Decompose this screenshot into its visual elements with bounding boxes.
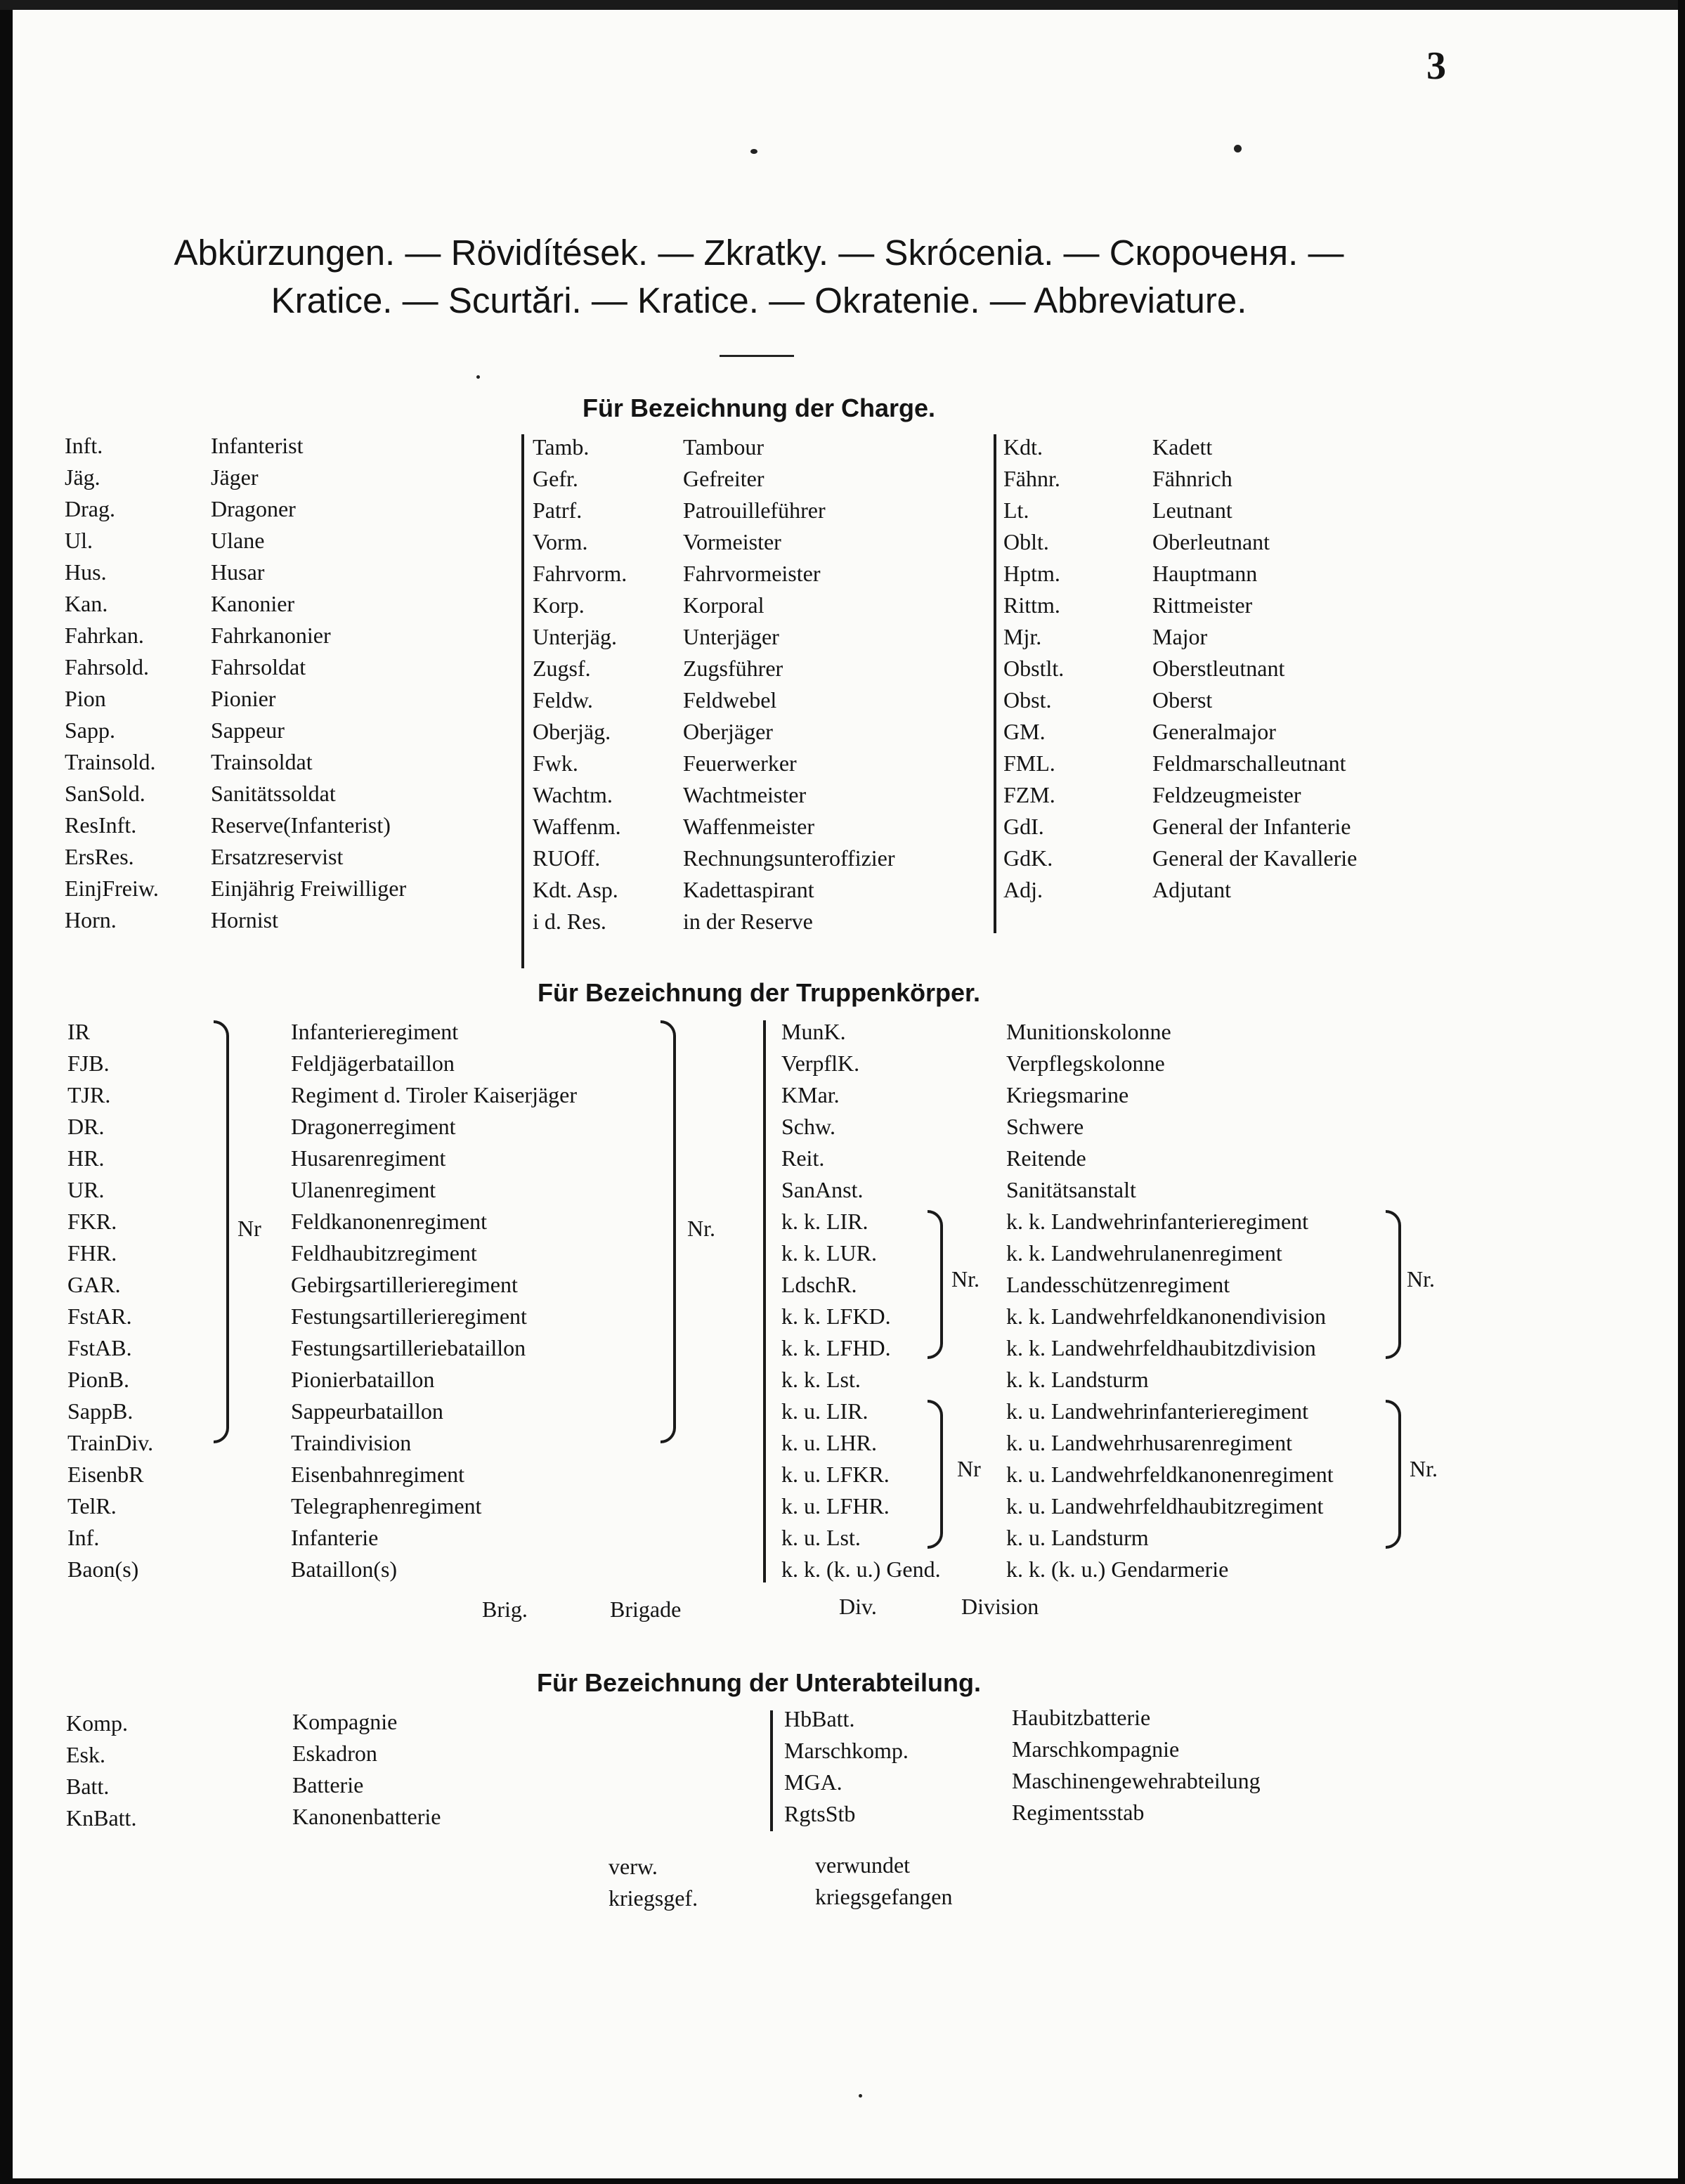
abbreviation: verw. bbox=[609, 1854, 658, 1879]
expansion: verwundet bbox=[815, 1852, 911, 1878]
abbreviation: Fahrsold. bbox=[65, 654, 149, 680]
expansion: Zugsführer bbox=[683, 656, 783, 681]
scan-speck bbox=[859, 2094, 862, 2098]
expansion: Oberstleutnant bbox=[1152, 656, 1285, 681]
abbreviation: Oblt. bbox=[1003, 529, 1049, 554]
nr-label: Nr. bbox=[1407, 1266, 1435, 1292]
expansion: kriegsgefangen bbox=[815, 1884, 953, 1909]
page-number: 3 bbox=[1426, 44, 1446, 88]
expansion: Munitionskolonne bbox=[1006, 1019, 1171, 1044]
abbreviation: Gefr. bbox=[533, 466, 578, 491]
abbreviation: EinjFreiw. bbox=[65, 876, 159, 901]
abbreviation: Kan. bbox=[65, 591, 108, 616]
abbreviation: k. k. Lst. bbox=[781, 1367, 861, 1392]
brace-left-group-outer bbox=[661, 1020, 676, 1443]
section-heading-unter: Für Bezeichnung der Unterabteilung. bbox=[536, 1668, 982, 1697]
brace-kk-abbr bbox=[928, 1210, 943, 1359]
expansion: Bataillon(s) bbox=[291, 1556, 398, 1582]
expansion: Husarenregiment bbox=[291, 1145, 446, 1171]
abbreviation: KMar. bbox=[781, 1082, 840, 1107]
abbreviation: GAR. bbox=[67, 1272, 121, 1297]
expansion: Husar bbox=[211, 559, 265, 585]
expansion: k. k. Landwehrfeldkanonendivision bbox=[1006, 1304, 1326, 1329]
charge-divider-2 bbox=[994, 434, 996, 933]
nr-label: Nr. bbox=[1410, 1456, 1438, 1481]
expansion: k. k. Landwehrulanenregiment bbox=[1006, 1240, 1282, 1266]
title-rule bbox=[720, 355, 794, 357]
abbreviation: Oberjäg. bbox=[533, 719, 611, 744]
page-title-line-1: Abkürzungen. — Rövidítések. — Zkratky. — Skrócenia. — Скороченя. — bbox=[174, 233, 1344, 273]
expansion: Infanterie bbox=[291, 1525, 379, 1550]
abbreviation: Kdt. Asp. bbox=[533, 877, 618, 902]
expansion: Pionier bbox=[211, 686, 276, 711]
abbreviation: RUOff. bbox=[533, 845, 601, 871]
expansion: Patrouilleführer bbox=[683, 498, 826, 523]
charge-col2-full bbox=[683, 431, 895, 937]
expansion: Dragoner bbox=[211, 496, 296, 521]
expansion: Sappeurbataillon bbox=[291, 1398, 443, 1424]
abbreviation: SanAnst. bbox=[781, 1177, 864, 1202]
scan-top-edge bbox=[0, 0, 1685, 10]
section-heading-truppen: Für Bezeichnung der Truppenkörper. bbox=[537, 978, 981, 1007]
expansion: General der Kavallerie bbox=[1152, 845, 1358, 871]
div-abbr: Div. bbox=[839, 1594, 877, 1619]
abbreviation: FJB. bbox=[67, 1051, 110, 1076]
abbreviation: Komp. bbox=[66, 1710, 128, 1736]
abbreviation: Mjr. bbox=[1003, 624, 1042, 649]
abbreviation: Rittm. bbox=[1003, 592, 1060, 618]
charge-col1-abbr bbox=[65, 430, 159, 936]
abbreviation: UR. bbox=[67, 1177, 105, 1202]
expansion: Hauptmann bbox=[1152, 561, 1258, 586]
abbreviation: GM. bbox=[1003, 719, 1046, 744]
expansion: k. k. Landsturm bbox=[1006, 1367, 1149, 1392]
expansion: Festungsartillerieregiment bbox=[291, 1304, 527, 1329]
abbreviation: k. u. LHR. bbox=[781, 1430, 877, 1455]
expansion: Feldhaubitzregiment bbox=[291, 1240, 477, 1266]
scan-left-edge bbox=[0, 0, 13, 2184]
abbreviation: i d. Res. bbox=[533, 909, 606, 934]
expansion: Regimentsstab bbox=[1012, 1800, 1145, 1825]
brig-full: Brigade bbox=[610, 1597, 682, 1622]
expansion: k. k. Landwehrfeldhaubitzdivision bbox=[1006, 1335, 1316, 1360]
expansion: Kriegsmarine bbox=[1006, 1082, 1129, 1107]
expansion: k. u. Landwehrinfanterieregiment bbox=[1006, 1398, 1309, 1424]
expansion: Tambour bbox=[683, 434, 765, 460]
expansion: Wachtmeister bbox=[683, 782, 807, 807]
abbreviation: FZM. bbox=[1003, 782, 1055, 807]
expansion: General der Infanterie bbox=[1152, 814, 1351, 839]
expansion: Sappeur bbox=[211, 717, 285, 743]
abbreviation: Batt. bbox=[66, 1774, 110, 1799]
abbreviation: Fahrvorm. bbox=[533, 561, 627, 586]
abbreviation: Baon(s) bbox=[67, 1556, 139, 1582]
expansion: Feuerwerker bbox=[683, 750, 797, 776]
expansion: Feldkanonenregiment bbox=[291, 1209, 488, 1234]
unter-left-abbr bbox=[66, 1708, 136, 1834]
expansion: Gefreiter bbox=[683, 466, 765, 491]
expansion: Eisenbahnregiment bbox=[291, 1462, 465, 1487]
abbreviation: GdI. bbox=[1003, 814, 1044, 839]
abbreviation: Drag. bbox=[65, 496, 115, 521]
unter-right-abbr bbox=[784, 1703, 909, 1830]
expansion: Marschkompagnie bbox=[1012, 1736, 1180, 1762]
abbreviation: Tamb. bbox=[533, 434, 590, 460]
abbreviation: Hus. bbox=[65, 559, 107, 585]
truppen-left-full bbox=[291, 1016, 577, 1585]
unter-left-full bbox=[292, 1706, 441, 1833]
expansion: Ulanenregiment bbox=[291, 1177, 436, 1202]
abbreviation: MunK. bbox=[781, 1019, 846, 1044]
brace-left-group bbox=[214, 1020, 229, 1443]
abbreviation: Fahrkan. bbox=[65, 623, 144, 648]
expansion: Feldzeugmeister bbox=[1152, 782, 1301, 807]
abbreviation: Vorm. bbox=[533, 529, 588, 554]
abbreviation: Inft. bbox=[65, 433, 103, 458]
expansion: Korporal bbox=[683, 592, 765, 618]
expansion: Pionierbataillon bbox=[291, 1367, 435, 1392]
scan-speck bbox=[1234, 145, 1242, 152]
scan-right-edge bbox=[1678, 0, 1685, 2184]
brace-kk-full bbox=[1386, 1210, 1401, 1359]
abbreviation: VerpflK. bbox=[781, 1051, 860, 1076]
abbreviation: Inf. bbox=[67, 1525, 100, 1550]
abbreviation: Korp. bbox=[533, 592, 585, 618]
nr-label: Nr. bbox=[951, 1266, 980, 1292]
nr-label: Nr bbox=[957, 1456, 981, 1481]
expansion: Maschinengewehrabteilung bbox=[1012, 1768, 1261, 1793]
abbreviation: PionB. bbox=[67, 1367, 130, 1392]
abbreviation: ResInft. bbox=[65, 812, 137, 838]
abbreviation: kriegsgef. bbox=[609, 1885, 698, 1911]
expansion: Landesschützenregiment bbox=[1006, 1272, 1230, 1297]
abbreviation: k. k. (k. u.) Gend. bbox=[781, 1556, 941, 1582]
expansion: Infanterist bbox=[211, 433, 304, 458]
expansion: Traindivision bbox=[291, 1430, 412, 1455]
abbreviation: TrainDiv. bbox=[67, 1430, 154, 1455]
expansion: Batterie bbox=[292, 1772, 364, 1798]
expansion: Oberst bbox=[1152, 687, 1213, 713]
abbreviation: Unterjäg. bbox=[533, 624, 617, 649]
charge-col1-full bbox=[211, 430, 406, 936]
expansion: Haubitzbatterie bbox=[1012, 1705, 1151, 1730]
expansion: Kanonier bbox=[211, 591, 295, 616]
expansion: in der Reserve bbox=[683, 909, 813, 934]
abbreviation: SappB. bbox=[67, 1398, 134, 1424]
extra-abbr bbox=[609, 1851, 698, 1914]
section-heading-charge: Für Bezeichnung der Charge. bbox=[582, 394, 936, 422]
abbreviation: KnBatt. bbox=[66, 1805, 137, 1831]
abbreviation: FHR. bbox=[67, 1240, 117, 1266]
expansion: Fahrvormeister bbox=[683, 561, 821, 586]
unter-right-full bbox=[1012, 1702, 1261, 1828]
expansion: Einjährig Freiwilliger bbox=[211, 876, 407, 901]
scan-speck bbox=[750, 149, 757, 154]
abbreviation: TelR. bbox=[67, 1493, 117, 1519]
abbreviation: Ul. bbox=[65, 528, 93, 553]
expansion: Kadettaspirant bbox=[683, 877, 814, 902]
abbreviation: DR. bbox=[67, 1114, 105, 1139]
expansion: Regiment d. Tiroler Kaiserjäger bbox=[291, 1082, 578, 1107]
abbreviation: Obst. bbox=[1003, 687, 1052, 713]
expansion: Reitende bbox=[1006, 1145, 1086, 1171]
abbreviation: GdK. bbox=[1003, 845, 1053, 871]
expansion: Waffenmeister bbox=[683, 814, 814, 839]
expansion: Rittmeister bbox=[1152, 592, 1253, 618]
scan-speck bbox=[476, 375, 480, 379]
abbreviation: k. k. LIR. bbox=[781, 1209, 868, 1234]
abbreviation: k. u. Lst. bbox=[781, 1525, 861, 1550]
nr-label: Nr. bbox=[687, 1216, 715, 1241]
abbreviation: Hptm. bbox=[1003, 561, 1060, 586]
expansion: k. u. Landwehrfeldhaubitzregiment bbox=[1006, 1493, 1324, 1519]
scan-bottom-edge bbox=[0, 2178, 1685, 2184]
expansion: Fähnrich bbox=[1152, 466, 1232, 491]
expansion: Leutnant bbox=[1152, 498, 1232, 523]
abbreviation: RgtsStb bbox=[784, 1801, 856, 1826]
expansion: Kanonenbatterie bbox=[292, 1804, 441, 1829]
abbreviation: k. u. LFKR. bbox=[781, 1462, 890, 1487]
brig-abbr: Brig. bbox=[482, 1597, 528, 1622]
abbreviation: Fähnr. bbox=[1003, 466, 1060, 491]
expansion: Gebirgsartillerieregiment bbox=[291, 1272, 518, 1297]
abbreviation: k. u. LIR. bbox=[781, 1398, 868, 1424]
expansion: Fahrsoldat bbox=[211, 654, 306, 680]
abbreviation: IR bbox=[67, 1019, 90, 1044]
abbreviation: Zugsf. bbox=[533, 656, 591, 681]
expansion: Generalmajor bbox=[1152, 719, 1276, 744]
abbreviation: HbBatt. bbox=[784, 1706, 855, 1731]
expansion: Schwere bbox=[1006, 1114, 1084, 1139]
expansion: Oberjäger bbox=[683, 719, 773, 744]
abbreviation: SanSold. bbox=[65, 781, 145, 806]
abbreviation: Patrf. bbox=[533, 498, 583, 523]
expansion: Ersatzreservist bbox=[211, 844, 344, 869]
expansion: k. k. Landwehrinfanterieregiment bbox=[1006, 1209, 1309, 1234]
abbreviation: Pion bbox=[65, 686, 106, 711]
abbreviation: Horn. bbox=[65, 907, 117, 932]
expansion: Telegraphenregiment bbox=[291, 1493, 482, 1519]
abbreviation: LdschR. bbox=[781, 1272, 857, 1297]
abbreviation: Marschkomp. bbox=[784, 1738, 909, 1763]
abbreviation: Jäg. bbox=[65, 464, 100, 490]
abbreviation: k. k. LFKD. bbox=[781, 1304, 891, 1329]
abbreviation: FML. bbox=[1003, 750, 1055, 776]
expansion: Dragonerregiment bbox=[291, 1114, 456, 1139]
expansion: Major bbox=[1152, 624, 1208, 649]
charge-col2-abbr bbox=[533, 431, 627, 937]
abbreviation: Waffenm. bbox=[533, 814, 621, 839]
abbreviation: Feldw. bbox=[533, 687, 593, 713]
expansion: k. u. Landsturm bbox=[1006, 1525, 1149, 1550]
abbreviation: ErsRes. bbox=[65, 844, 134, 869]
expansion: k. u. Landwehrhusarenregiment bbox=[1006, 1430, 1292, 1455]
expansion: Feldjägerbataillon bbox=[291, 1051, 455, 1076]
expansion: Rechnungsunteroffizier bbox=[683, 845, 895, 871]
charge-col3-full bbox=[1152, 431, 1357, 906]
page-title-line-2: Kratice. — Scurtări. — Kratice. — Okratenie. — Abbreviature. bbox=[271, 280, 1247, 320]
abbreviation: Lt. bbox=[1003, 498, 1029, 523]
expansion: Unterjäger bbox=[683, 624, 779, 649]
abbreviation: k. k. LFHD. bbox=[781, 1335, 891, 1360]
expansion: Festungsartilleriebataillon bbox=[291, 1335, 526, 1360]
nr-label: Nr bbox=[238, 1216, 261, 1241]
abbreviation: Sapp. bbox=[65, 717, 115, 743]
abbreviation: Reit. bbox=[781, 1145, 825, 1171]
div-full: Division bbox=[961, 1594, 1039, 1619]
abbreviation: HR. bbox=[67, 1145, 105, 1171]
expansion: Reserve(Infanterist) bbox=[211, 812, 391, 838]
expansion: Fahrkanonier bbox=[211, 623, 331, 648]
abbreviation: Obstlt. bbox=[1003, 656, 1065, 681]
charge-col3-abbr bbox=[1003, 431, 1064, 906]
truppen-left-abbr bbox=[67, 1016, 153, 1585]
expansion: Feldwebel bbox=[683, 687, 777, 713]
abbreviation: FKR. bbox=[67, 1209, 117, 1234]
expansion: k. u. Landwehrfeldkanonenregiment bbox=[1006, 1462, 1334, 1487]
abbreviation: EisenbR bbox=[67, 1462, 144, 1487]
expansion: Kadett bbox=[1152, 434, 1213, 460]
expansion: Infanterieregiment bbox=[291, 1019, 459, 1044]
expansion: k. k. (k. u.) Gendarmerie bbox=[1006, 1556, 1229, 1582]
brace-ku-full bbox=[1386, 1400, 1401, 1549]
expansion: Ulane bbox=[211, 528, 265, 553]
expansion: Feldmarschalleutnant bbox=[1152, 750, 1346, 776]
abbreviation: Trainsold. bbox=[65, 749, 156, 774]
abbreviation: Fwk. bbox=[533, 750, 578, 776]
extra-full bbox=[815, 1850, 952, 1913]
expansion: Kompagnie bbox=[292, 1709, 398, 1734]
abbreviation: Adj. bbox=[1003, 877, 1043, 902]
expansion: Oberleutnant bbox=[1152, 529, 1270, 554]
abbreviation: Wachtm. bbox=[533, 782, 613, 807]
truppen-divider bbox=[763, 1020, 766, 1582]
expansion: Adjutant bbox=[1152, 877, 1231, 902]
expansion: Trainsoldat bbox=[211, 749, 313, 774]
abbreviation: k. k. LUR. bbox=[781, 1240, 877, 1266]
abbreviation: MGA. bbox=[784, 1769, 842, 1795]
expansion: Jäger bbox=[211, 464, 259, 490]
abbreviation: Esk. bbox=[66, 1742, 105, 1767]
expansion: Verpflegskolonne bbox=[1006, 1051, 1165, 1076]
charge-divider-1 bbox=[521, 434, 524, 968]
truppen-right-full bbox=[1006, 1016, 1334, 1585]
expansion: Vormeister bbox=[683, 529, 781, 554]
abbreviation: k. u. LFHR. bbox=[781, 1493, 890, 1519]
expansion: Sanitätssoldat bbox=[211, 781, 336, 806]
abbreviation: TJR. bbox=[67, 1082, 111, 1107]
brace-ku-abbr bbox=[928, 1400, 943, 1549]
abbreviation: FstAB. bbox=[67, 1335, 132, 1360]
expansion: Hornist bbox=[211, 907, 278, 932]
abbreviation: Schw. bbox=[781, 1114, 836, 1139]
abbreviation: Kdt. bbox=[1003, 434, 1043, 460]
abbreviation: FstAR. bbox=[67, 1304, 132, 1329]
expansion: Sanitätsanstalt bbox=[1006, 1177, 1136, 1202]
unter-divider bbox=[770, 1710, 773, 1831]
truppen-right-abbr bbox=[781, 1016, 941, 1585]
expansion: Eskadron bbox=[292, 1741, 377, 1766]
